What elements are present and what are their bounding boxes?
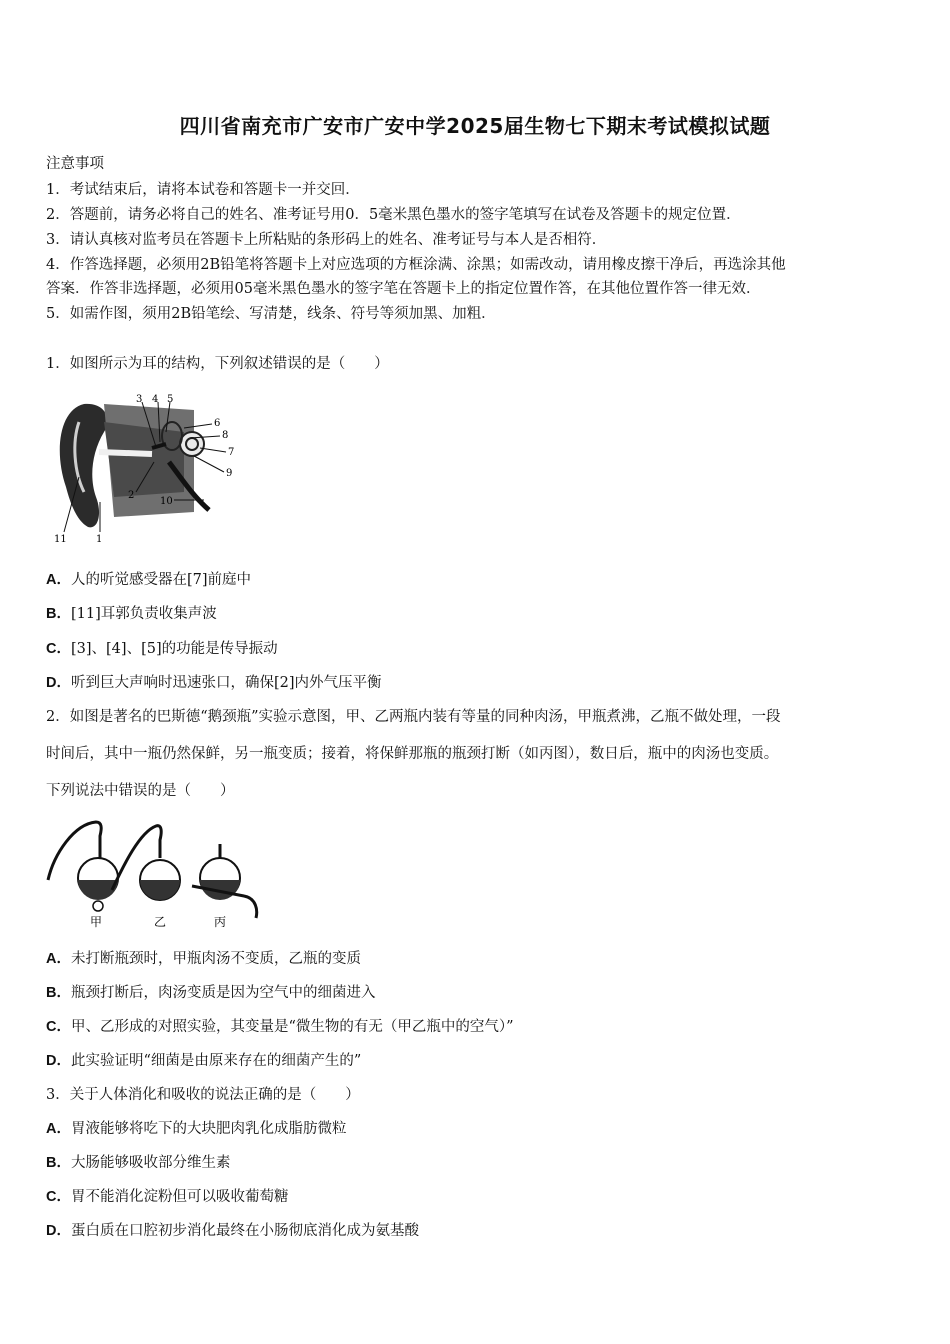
ear-label: 8 (222, 430, 229, 441)
question-2-stem: 时间后，其中一瓶仍然保鲜，另一瓶变质；接着，将保鲜那瓶的瓶颈打断（如丙图），数日后，瓶中的肉汤也变质。 (46, 746, 779, 762)
q3-option-c: C．胃不能消化淀粉但可以吸收葡萄糖 (46, 1189, 289, 1205)
q1-option-b: B．[11]耳郭负责收集声波 (46, 606, 217, 622)
flask-label: 乙 (154, 915, 167, 929)
ear-structure-figure (44, 392, 244, 548)
q1-option-a: A．人的听觉感受器在[7]前庭中 (46, 572, 252, 588)
q2-option-a: A．未打断瓶颈时，甲瓶肉汤不变质，乙瓶的变质 (46, 951, 361, 967)
q3-option-d: D．蛋白质在口腔初步消化最终在小肠彻底消化成为氨基酸 (46, 1223, 419, 1239)
notice-item: 2．答题前，请务必将自己的姓名、准考证号用0．5毫米黑色墨水的签字笔填写在试卷及答题卡的规定位置． (46, 207, 741, 223)
notice-item: 3．请认真核对监考员在答题卡上所粘贴的条形码上的姓名、准考证号与本人是否相符． (46, 232, 607, 248)
notice-item: 答案．作答非选择题，必须用05毫米黑色墨水的签字笔在答题卡上的指定位置作答，在其他位置作答一律无效． (46, 281, 761, 297)
swan-neck-flask-figure (44, 814, 264, 930)
q2-option-b: B．瓶颈打断后，肉汤变质是因为空气中的细菌进入 (46, 985, 376, 1001)
notice-item: 4．作答选择题，必须用2B铅笔将答题卡上对应选项的方框涂满、涂黑；如需改动，请用橡皮擦干净后，再选涂其他 (46, 257, 786, 273)
q2-option-d: D．此实验证明“细菌是由原来存在的细菌产生的” (46, 1053, 362, 1069)
ear-label: 1 (96, 534, 103, 545)
question-3-stem: 3．关于人体消化和吸收的说法正确的是（ ） (46, 1087, 360, 1103)
notice-item: 5．如需作图，须用2B铅笔绘、写清楚，线条、符号等须加黑、加粗． (46, 306, 496, 322)
q2-option-c: C．甲、乙形成的对照实验，其变量是“微生物的有无（甲乙瓶中的空气）” (46, 1019, 514, 1035)
q3-option-a: A．胃液能够将吃下的大块肥肉乳化成脂肪微粒 (46, 1121, 347, 1137)
ear-label: 2 (128, 490, 135, 501)
q3-option-b: B．大肠能够吸收部分维生素 (46, 1155, 231, 1171)
ear-label: 5 (167, 394, 174, 405)
flask-label: 丙 (214, 915, 227, 929)
ear-label: 3 (136, 394, 143, 405)
question-2-stem: 下列说法中错误的是（ ） (46, 783, 235, 799)
q1-option-d: D．听到巨大声响时迅速张口，确保[2]内外气压平衡 (46, 675, 382, 691)
ear-label: 4 (152, 394, 159, 405)
ear-label: 10 (160, 496, 173, 507)
notice-item: 1．考试结束后，请将本试卷和答题卡一并交回． (46, 182, 360, 198)
question-1-stem: 1．如图所示为耳的结构，下列叙述错误的是（ ） (46, 356, 389, 372)
page-title: 四川省南充市广安市广安中学2025届生物七下期末考试模拟试题 (179, 114, 771, 138)
question-2-stem: 2．如图是著名的巴斯德“鹅颈瓶”实验示意图，甲、乙两瓶内装有等量的同种肉汤，甲瓶煮沸，乙瓶不做处理，一段 (46, 709, 781, 725)
ear-label: 9 (226, 468, 233, 479)
notice-heading: 注意事项 (46, 156, 104, 172)
ear-label: 6 (214, 418, 221, 429)
ear-label: 11 (54, 534, 67, 545)
q1-option-c: C．[3]、[4]、[5]的功能是传导振动 (46, 641, 278, 657)
flask-label: 甲 (90, 915, 103, 929)
ear-label: 7 (228, 447, 235, 458)
